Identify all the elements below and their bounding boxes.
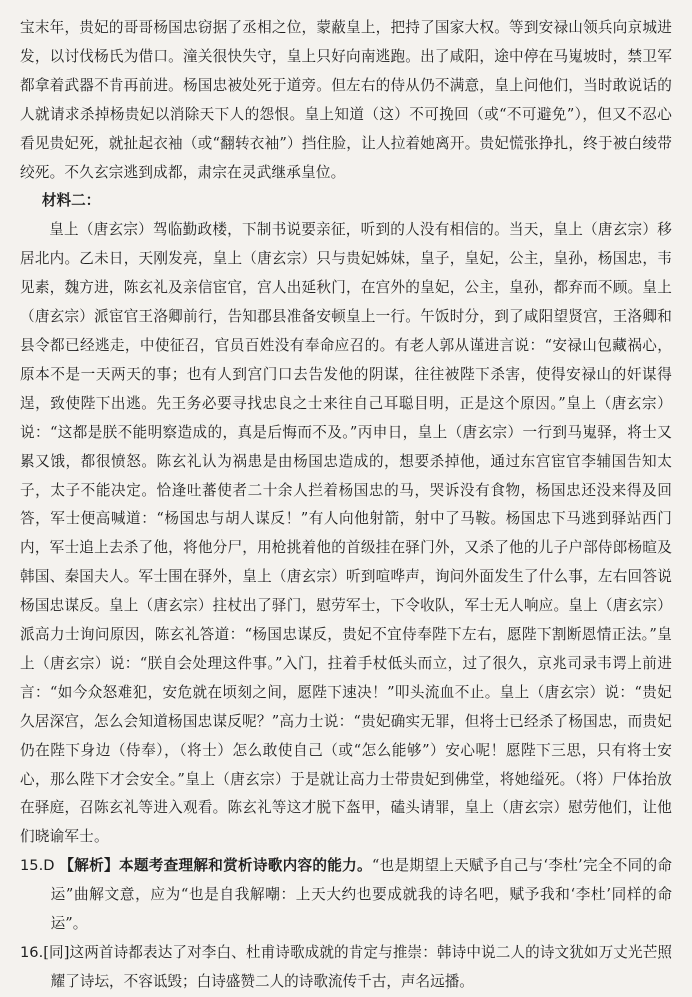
answer-number: 15.	[20, 857, 44, 875]
analysis-text: “也是期望上天赋予自己与‘李杜’完全不同的命运”曲解文意，应为“也是自我解嘲：上天大约也要成就我的诗名吧，赋予我和‘李杜’同样的命运”。	[50, 857, 672, 933]
material-two-paragraph: 皇上（唐玄宗）驾临勤政楼，下制书说要亲征，听到的人没有相信的。当天，皇上（唐玄宗）移居北内。乙未日，天刚发亮，皇上（唐玄宗）只与贵妃姊妹，皇子，皇妃，公主，皇孙，杨国忠，韦见素，魏方进，陈玄礼及亲信宦官，宫人出延秋门，在宫外的皇妃，公主，皇孙，都弃而不顾。皇上（唐玄宗）派宦官王洛卿前行，告知郡县准备安顿皇上一行。午饭时分，到了咸阳望贤宫，王洛卿和县令都已经逃走，中使征召，官员百姓没有奉命应召的。有老人郭从谨进言说：“安禄山包藏祸心，原本不是一天两天的事；也有人到宫门口去告发他的阴谋，往往被陛下杀害，使得安禄山的奸谋得逞，致使陛下出逃。先王务必要寻找忠良之士来往自己耳聪目明，正是这个原因。”皇上（唐玄宗）说：“这都是朕不能明察造成的，真是后悔而不及。”丙申日，皇上（唐玄宗）一行到马嵬驿，将士又累又饿，都很愤怒。陈玄礼认为祸患是由杨国忠造成的，想要杀掉他，通过东宫宦官李辅国告知太子，太子不能决定。恰逢吐蕃使者二十余人拦着杨国忠的马，哭诉没有食物，杨国忠还没来得及回答，军士便高喊道：“杨国忠与胡人谋反！”有人向他射箭，射中了马鞍。杨国忠下马逃到驿站西门内，军士追上去杀了他，将他分尸，用枪挑着他的首级挂在驿门外，又杀了他的儿子户部侍郎杨暄及韩国、秦国夫人。军士围在驿外，皇上（唐玄宗）听到喧哗声，询问外面发生了什么事，左右回答说杨国忠谋反。皇上（唐玄宗）拄杖出了驿门，慰劳军士，下令收队，军士无人响应。皇上（唐玄宗）派高力士询问原因，陈玄礼答道：“杨国忠谋反，贵妃不宜侍奉陛下左右，愿陛下割断恩情正法。”皇上（唐玄宗）说：“朕自会处理这件事。”入门，拄着手杖低头而立，过了很久，京兆司录韦谔上前进言：“如今众怒难犯，安危就在顷刻之间，愿陛下速决！”叩头流血不止。皇上（唐玄宗）说：“贵妃久居深宫，怎么会知道杨国忠谋反呢？”高力士说：“贵妃确实无罪，但将士已经杀了杨国忠，而贵妃仍在陛下身边（侍奉），（将士）怎么敢使自己（或“怎么能够”）安心呢！愿陛下三思，只有将士安心，那么陛下才会安全。”皇上（唐玄宗）于是就让高力士带贵妃到佛堂，将她缢死。（将）尸体抬放在驿庭，召陈玄礼等进入观看。陈玄礼等这才脱下盔甲，磕头请罪，皇上（唐玄宗）慰劳他们，让他们晓谕军士。	[20, 221, 672, 846]
material-one-paragraph: 宝末年，贵妃的哥哥杨国忠窃据了丞相之位，蒙蔽皇上，把持了国家大权。等到安禄山领兵向京城进发，以讨伐杨氏为借口。潼关很快失守，皇上只好向南逃跑。出了咸阳，途中停在马嵬坡时，禁卫军都拿着武器不肯再前进。杨国忠被处死于道旁。但左右的侍从仍不满意，皇上问他们，当时敢说话的人就请求杀掉杨贵妃以消除天下人的怨恨。皇上知道（这）不可挽回（或“不可避免”），但又不忍心看见贵妃死，就扯起衣袖（或“翻转衣袖”）挡住脸，让人拉着她离开。贵妃慌张挣扎，终于被白绫带绞死。不久玄宗逃到成都，肃宗在灵武继承皇位。	[20, 19, 672, 181]
answer-15	[20, 852, 672, 939]
analysis-tag: 【解析】	[59, 857, 119, 875]
answer-16	[20, 939, 672, 997]
analysis-bold-text: 本题考查理解和赏析诗歌内容的能力。	[118, 857, 372, 875]
answer-text: 这两首诗都表达了对李白、杜甫诗歌成就的肯定与推崇：韩诗中说二人的诗文犹如万丈光芒照耀了诗坛，不容诋毁；白诗盛赞二人的诗歌流传千古，声名远播。	[50, 944, 672, 990]
answer-tag: [同]	[43, 944, 70, 961]
answer-choice: D	[43, 857, 55, 875]
answer-number: 16.	[20, 944, 44, 961]
material-two-heading: 材料二：	[41, 192, 101, 210]
